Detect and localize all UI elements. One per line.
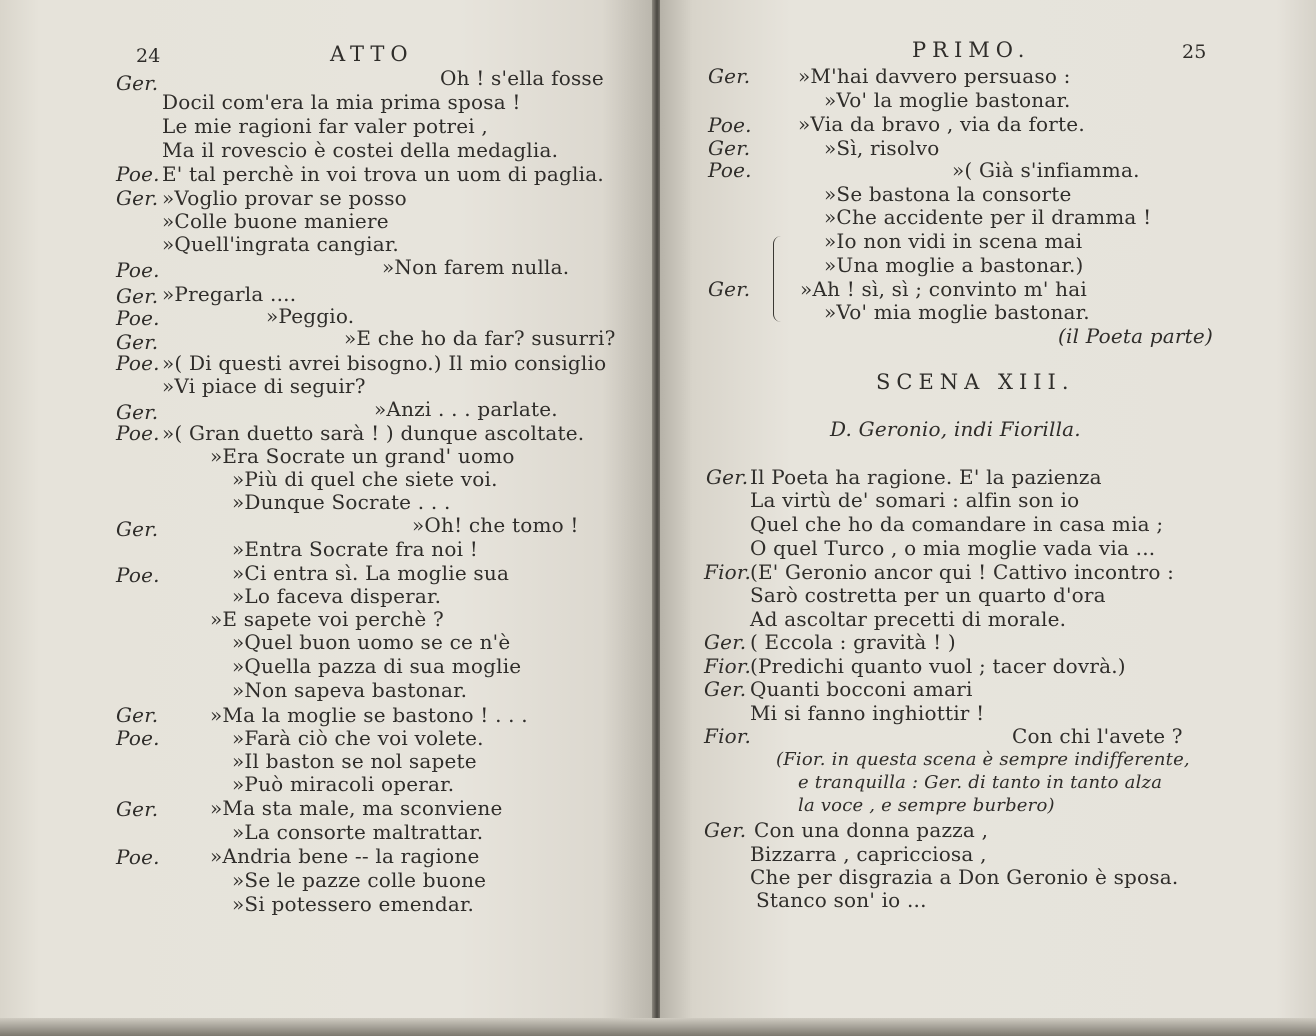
left-page (0, 0, 654, 1036)
verse-line: Ma il rovescio è costei della medaglia. (162, 138, 559, 162)
verse-line: »Anzi . . . parlate. (374, 397, 558, 421)
verse-line: Ad ascoltar precetti di morale. (750, 607, 1067, 631)
verse-line: »Non sapeva bastonar. (232, 678, 468, 702)
speaker: Poe. (708, 158, 752, 182)
verse-line: Sarò costretta per un quarto d'ora (750, 583, 1106, 607)
speaker: Ger. (708, 277, 751, 301)
verse-line: Che per disgrazia a Don Geronio è sposa. (750, 865, 1179, 889)
verse-line: »Non farem nulla. (382, 255, 570, 279)
speaker: Poe. (708, 113, 752, 137)
page-number: 25 (1182, 41, 1207, 63)
verse-line: Stanco son' io ... (756, 888, 927, 912)
speaker: Poe. (116, 563, 160, 587)
speaker: Poe. (116, 306, 160, 330)
verse-line: Le mie ragioni far valer potrei , (162, 114, 488, 138)
verse-line: »( Gran duetto sarà ! ) dunque ascoltate. (162, 421, 585, 445)
verse-line: »Io non vidi in scena mai (824, 229, 1083, 253)
verse-line: (E' Geronio ancor qui ! Cattivo incontro : (750, 560, 1175, 584)
aside-brace (773, 236, 788, 322)
page-number: 24 (136, 45, 161, 67)
verse-line: »Voglio provar se posso (162, 186, 407, 210)
speaker: Ger. (708, 64, 751, 88)
verse-line: »Quel buon uomo se ce n'è (232, 630, 511, 654)
verse-line: »Si potessero emendar. (232, 892, 475, 916)
verse-line: »E che ho da far? susurri? (344, 326, 616, 350)
verse-line: Quel che ho da comandare in casa mia ; (750, 512, 1164, 536)
speaker: Ger. (116, 186, 159, 210)
speaker: Ger. (116, 71, 159, 95)
verse-line: »Sì, risolvo (824, 136, 940, 160)
verse-line: »Vi piace di seguir? (162, 374, 366, 398)
speaker: Ger. (116, 400, 159, 424)
verse-line: »Se bastona la consorte (824, 182, 1072, 206)
speaker: Poe. (116, 421, 160, 445)
verse-line: »Ci entra sì. La moglie sua (232, 561, 510, 585)
verse-line: Quanti bocconi amari (750, 677, 973, 701)
verse-line: »Andria bene -- la ragione (210, 844, 480, 868)
verse-line: E' tal perchè in voi trova un uom di paglia. (162, 162, 604, 186)
stage-direction: (il Poeta parte) (1058, 324, 1213, 348)
verse-line: »Via da bravo , via da forte. (798, 112, 1085, 136)
verse-line: »Il baston se nol sapete (232, 749, 477, 773)
verse-line: Bizzarra , capricciosa , (750, 842, 987, 866)
verse-line: »Se le pazze colle buone (232, 868, 487, 892)
verse-line: »Ma sta male, ma sconviene (210, 796, 503, 820)
speaker: Poe. (116, 258, 160, 282)
verse-line: Con una donna pazza , (754, 818, 989, 842)
verse-line: Docil com'era la mia prima sposa ! (162, 90, 521, 114)
verse-line: »Più di quel che siete voi. (232, 467, 498, 491)
verse-line: »Vo' mia moglie bastonar. (824, 300, 1090, 324)
verse-line: »Una moglie a bastonar.) (824, 253, 1084, 277)
verse-line: Con chi l'avete ? (1012, 724, 1183, 748)
verse-line: Il Poeta ha ragione. E' la pazienza (750, 465, 1102, 489)
verse-line: »Dunque Socrate . . . (232, 490, 451, 514)
verse-line: Oh ! s'ella fosse (440, 66, 604, 90)
verse-line: »Colle buone maniere (162, 209, 389, 233)
verse-line: La virtù de' somari : alfin son io (750, 488, 1080, 512)
verse-line: »Quell'ingrata cangiar. (162, 232, 399, 256)
verse-line: »Quella pazza di sua moglie (232, 654, 522, 678)
speaker: Ger. (116, 284, 159, 308)
speaker: Poe. (116, 162, 160, 186)
verse-line: »Oh! che tomo ! (412, 513, 579, 537)
speaker: Fior. (704, 654, 752, 678)
verse-line: »La consorte maltrattar. (232, 820, 484, 844)
verse-line: Mi si fanno inghiottir ! (750, 701, 985, 725)
speaker: Ger. (704, 818, 747, 842)
speaker: Ger. (116, 797, 159, 821)
speaker: Poe. (116, 351, 160, 375)
stage-direction: la voce , e sempre burbero) (798, 795, 1055, 816)
verse-line: »Vo' la moglie bastonar. (824, 88, 1071, 112)
scene-title: SCENA XIII. (876, 370, 1075, 394)
book-bottom-edge (0, 1018, 1316, 1036)
speaker: Fior. (704, 560, 752, 584)
speaker: Ger. (116, 703, 159, 727)
speaker: Poe. (116, 845, 160, 869)
verse-line: O quel Turco , o mia moglie vada via ... (750, 536, 1156, 560)
speaker: Ger. (706, 465, 749, 489)
verse-line: »Ah ! sì, sì ; convinto m' hai (800, 277, 1087, 301)
speaker: Ger. (704, 677, 747, 701)
verse-line: (Predichi quanto vuol ; tacer dovrà.) (750, 654, 1126, 678)
verse-line: »Lo faceva disperar. (232, 584, 442, 608)
running-header: PRIMO. (912, 38, 1031, 62)
speaker: Ger. (708, 136, 751, 160)
verse-line: »M'hai davvero persuaso : (798, 64, 1071, 88)
running-header: ATTO (330, 42, 414, 66)
verse-line: »Ma la moglie se bastono ! . . . (210, 703, 528, 727)
speaker: Ger. (704, 630, 747, 654)
stage-direction: e tranquilla : Ger. di tanto in tanto alza (798, 772, 1163, 793)
speaker: Poe. (116, 726, 160, 750)
verse-line: »Pregarla .... (162, 282, 297, 306)
verse-line: »E sapete voi perchè ? (210, 607, 444, 631)
verse-line: ( Eccola : gravità ! ) (750, 630, 956, 654)
verse-line: »Farà ciò che voi volete. (232, 726, 484, 750)
verse-line: »( Di questi avrei bisogno.) Il mio consiglio (162, 351, 607, 375)
verse-line: »Può miracoli operar. (232, 772, 455, 796)
scene-subtitle: D. Geronio, indi Fiorilla. (830, 417, 1081, 441)
right-page (660, 0, 1316, 1036)
stage-direction: (Fior. in questa scena è sempre indifferente, (776, 749, 1190, 770)
speaker: Fior. (704, 724, 752, 748)
verse-line: »Che accidente per il dramma ! (824, 205, 1152, 229)
speaker: Ger. (116, 517, 159, 541)
speaker: Ger. (116, 330, 159, 354)
verse-line: »Peggio. (266, 304, 355, 328)
verse-line: »Era Socrate un grand' uomo (210, 444, 515, 468)
verse-line: »Entra Socrate fra noi ! (232, 537, 479, 561)
verse-line: »( Già s'infiamma. (952, 158, 1140, 182)
